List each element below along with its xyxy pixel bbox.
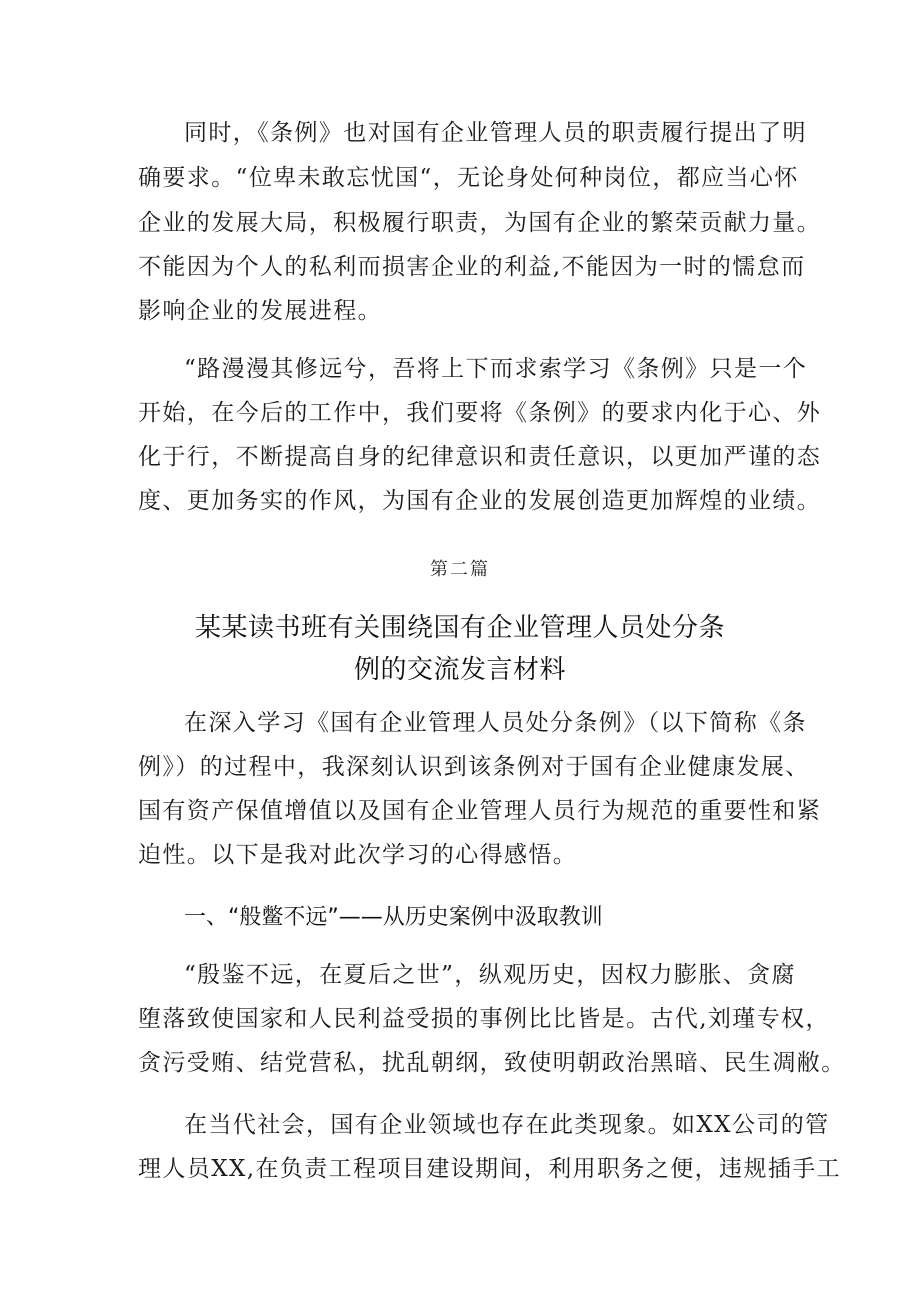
paragraph-line: 度、更加务实的作风，为国有企业的发展创造更加辉煌的业绩。 xyxy=(138,488,822,514)
paragraph-line: 在深入学习《国有企业管理人员处分条例》（以下简称《条 xyxy=(184,710,807,736)
paragraph-line: 例》）的过程中，我深刻认识到该条例对于国有企业健康发展、 xyxy=(138,754,810,780)
paragraph-line: 化于行，不断提高自身的纪律意识和责任意识，以更加严谨的态 xyxy=(138,444,822,470)
document-title-line-1: 某某读书班有关围绕国有企业管理人员处分条 xyxy=(194,613,725,643)
paragraph-line: 迫性。以下是我对此次学习的心得感悟。 xyxy=(138,842,578,868)
paragraph-line: 开始，在今后的工作中，我们要将《条例》的要求内化于心、外 xyxy=(138,400,822,426)
paragraph-line: 理人员XX,在负责工程项目建设期间，利用职务之便，违规插手工 xyxy=(138,1156,842,1182)
paragraph-line: “殷鉴不远，在夏后之世”，纵观历史，因权力膨胀、贪腐 xyxy=(184,962,796,988)
paragraph-line: 不能因为个人的私利而损害企业的利益,不能因为一时的懦怠而 xyxy=(138,254,806,280)
paragraph-line: 贪污受贿、结党营私，扰乱朝纲，致使明朝政治黑暗、民生凋敝。 xyxy=(138,1050,846,1076)
paragraph-line: 确要求。“位卑未敢忘忧国“，无论身处何种岗位，都应当心怀 xyxy=(138,165,799,191)
paragraph-line: 堕落致使国家和人民利益受损的事例比比皆是。古代,刘瑾专权， xyxy=(138,1006,830,1032)
paragraph-line: 国有资产保值增值以及国有企业管理人员行为规范的重要性和紧 xyxy=(138,798,822,824)
paragraph-line: 在当代社会，国有企业领域也存在此类现象。如XX公司的管 xyxy=(184,1112,830,1138)
section-heading: 一、“般鳖不远”——从历史案例中汲取教训 xyxy=(184,905,603,930)
section-label: 第二篇 xyxy=(430,559,490,580)
paragraph-line: 影响企业的发展进程。 xyxy=(138,298,382,324)
paragraph-line: “路漫漫其修远兮，吾将上下而求索学习《条例》只是一个 xyxy=(184,356,808,382)
paragraph-line: 同时，《条例》也对国有企业管理人员的职责履行提出了明 xyxy=(184,120,807,146)
document-title-line-2: 例的交流发言材料 xyxy=(353,655,566,685)
paragraph-line: 企业的发展大局，积极履行职责，为国有企业的繁荣贡献力量。 xyxy=(138,210,822,236)
